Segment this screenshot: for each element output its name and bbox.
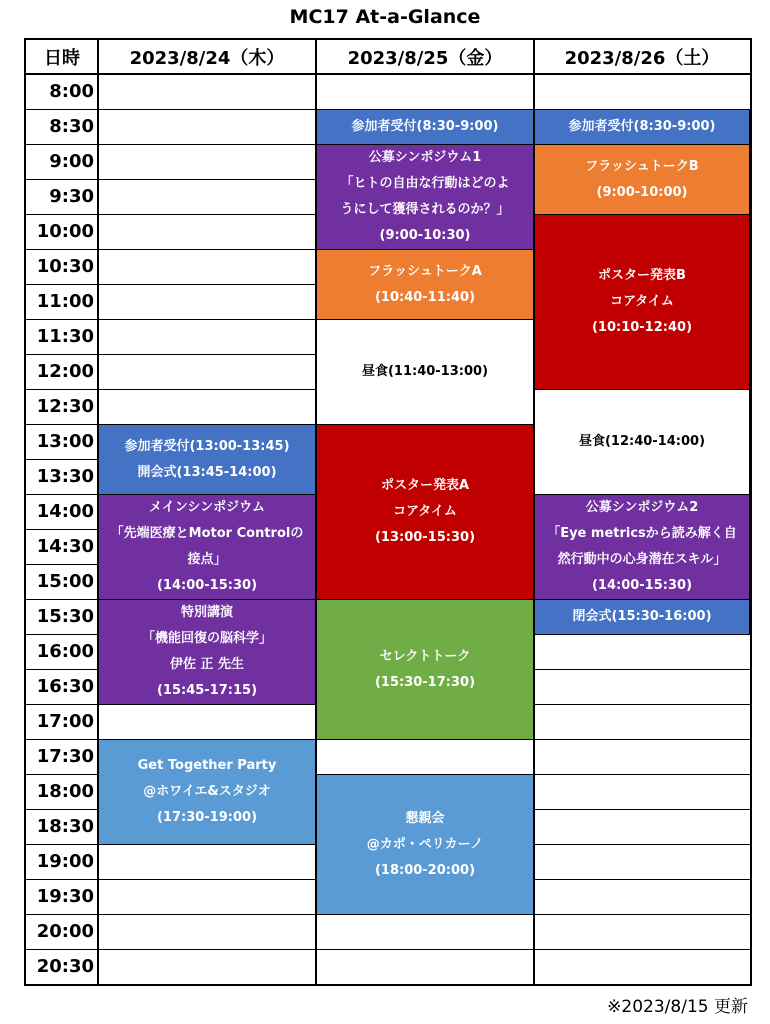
event-sat-lunch bbox=[534, 389, 750, 495]
event-sat-registration bbox=[534, 109, 750, 145]
event-fri-registration bbox=[316, 109, 534, 145]
event-line: 接点」 bbox=[187, 552, 227, 567]
header-corner: 日時 bbox=[44, 48, 80, 69]
time-label: 11:00 bbox=[36, 291, 94, 312]
time-label: 10:30 bbox=[36, 256, 94, 277]
time-label: 8:00 bbox=[49, 81, 94, 102]
day-header: 2023/8/25（金） bbox=[347, 48, 503, 69]
event-thu-registration bbox=[98, 424, 316, 495]
event-line: 参加者受付(13:00-13:45) bbox=[124, 438, 290, 454]
event-line: 昼食(11:40-13:00) bbox=[361, 364, 489, 379]
time-label: 17:00 bbox=[36, 711, 94, 732]
time-label: 16:30 bbox=[36, 676, 94, 697]
event-line: (15:45-17:15) bbox=[156, 683, 258, 698]
event-line: 公募シンポジウム1 bbox=[368, 150, 482, 165]
time-label: 14:30 bbox=[36, 536, 94, 557]
event-line: (14:00-15:30) bbox=[591, 578, 693, 593]
event-line: 然行動中の心身潜在スキル」 bbox=[557, 552, 727, 567]
event-line: 開会式(13:45-14:00) bbox=[137, 464, 277, 480]
event-thu-get-together bbox=[98, 739, 316, 845]
event-line: (9:00-10:30) bbox=[379, 228, 471, 243]
event-fri-poster-a bbox=[316, 424, 534, 600]
event-line: 「Eye metricsから読み解く自 bbox=[547, 526, 737, 541]
event-line: (17:30-19:00) bbox=[156, 810, 258, 825]
event-line: ポスター発表A bbox=[380, 478, 470, 493]
event-line: 昼食(12:40-14:00) bbox=[578, 434, 706, 449]
event-line: 特別講演 bbox=[180, 605, 233, 620]
schedule-table bbox=[24, 38, 752, 986]
event-line: (10:10-12:40) bbox=[591, 320, 693, 335]
event-thu-special-lecture bbox=[98, 599, 316, 705]
time-label: 8:30 bbox=[49, 116, 94, 137]
event-sat-public-symposium-2 bbox=[534, 494, 750, 600]
event-line: メインシンポジウム bbox=[149, 500, 265, 515]
event-fri-flash-talk-a bbox=[316, 249, 534, 320]
row-divider bbox=[26, 949, 750, 950]
time-label: 19:30 bbox=[36, 886, 94, 907]
time-label: 9:00 bbox=[49, 151, 94, 172]
time-label: 13:30 bbox=[36, 466, 94, 487]
event-line: 「機能回復の脳科学」 bbox=[141, 631, 272, 646]
event-sat-flash-talk-b bbox=[534, 144, 750, 215]
event-line: @ホワイエ&スタジオ bbox=[143, 784, 271, 799]
time-label: 13:00 bbox=[36, 431, 94, 452]
event-line: (9:00-10:00) bbox=[596, 184, 688, 200]
time-label: 19:00 bbox=[36, 851, 94, 872]
updated-note: ※2023/8/15 更新 bbox=[607, 997, 748, 1017]
event-line: 閉会式(15:30-16:00) bbox=[572, 609, 712, 624]
event-line: 参加者受付(8:30-9:00) bbox=[568, 119, 716, 134]
time-label: 12:00 bbox=[36, 361, 94, 382]
event-line: (13:00-15:30) bbox=[374, 530, 476, 545]
event-line: (15:30-17:30) bbox=[374, 674, 476, 690]
event-line: 参加者受付(8:30-9:00) bbox=[351, 119, 499, 134]
event-fri-lunch bbox=[316, 319, 534, 425]
time-label: 15:00 bbox=[36, 571, 94, 592]
time-label: 14:00 bbox=[36, 501, 94, 522]
event-line: コアタイム bbox=[610, 294, 674, 309]
time-label: 11:30 bbox=[36, 326, 94, 347]
day-header: 2023/8/26（土） bbox=[564, 48, 720, 69]
event-line: コアタイム bbox=[393, 504, 457, 519]
event-fri-select-talk bbox=[316, 599, 534, 740]
event-line: 懇親会 bbox=[405, 810, 445, 826]
event-line: Get Together Party bbox=[137, 758, 277, 773]
page-title: MC17 At-a-Glance bbox=[289, 6, 481, 28]
event-fri-banquet bbox=[316, 774, 534, 915]
event-line: セレクトトーク bbox=[379, 648, 471, 664]
event-fri-public-symposium-1 bbox=[316, 144, 534, 250]
time-label: 12:30 bbox=[36, 396, 94, 417]
time-label: 18:00 bbox=[36, 781, 94, 802]
event-sat-closing bbox=[534, 599, 750, 635]
event-line: 公募シンポジウム2 bbox=[585, 500, 699, 515]
event-line: フラッシュトークA bbox=[368, 263, 482, 279]
event-line: (14:00-15:30) bbox=[156, 578, 258, 593]
time-label: 20:30 bbox=[36, 956, 94, 977]
event-line: 「ヒトの自由な行動はどのよ bbox=[340, 176, 510, 191]
time-label: 17:30 bbox=[36, 746, 94, 767]
day-header: 2023/8/24（木） bbox=[129, 48, 285, 69]
event-line: 伊佐 正 先生 bbox=[169, 657, 245, 672]
time-label: 9:30 bbox=[49, 186, 94, 207]
event-line: フラッシュトークB bbox=[585, 158, 699, 174]
event-line: (10:40-11:40) bbox=[374, 289, 476, 305]
event-thu-main-symposium bbox=[98, 494, 316, 600]
event-line: ポスター発表B bbox=[598, 268, 686, 283]
event-line: 「先端医療とMotor Controlの bbox=[110, 526, 304, 541]
event-sat-poster-b bbox=[534, 214, 750, 390]
event-line: うにして獲得されるのか？」 bbox=[340, 202, 510, 217]
time-label: 16:00 bbox=[36, 641, 94, 662]
event-line: (18:00-20:00) bbox=[374, 862, 476, 878]
event-line: @カポ・ペリカーノ bbox=[366, 836, 484, 852]
time-label: 18:30 bbox=[36, 816, 94, 837]
time-label: 20:00 bbox=[36, 921, 94, 942]
time-label: 10:00 bbox=[36, 221, 94, 242]
time-label: 15:30 bbox=[36, 606, 94, 627]
